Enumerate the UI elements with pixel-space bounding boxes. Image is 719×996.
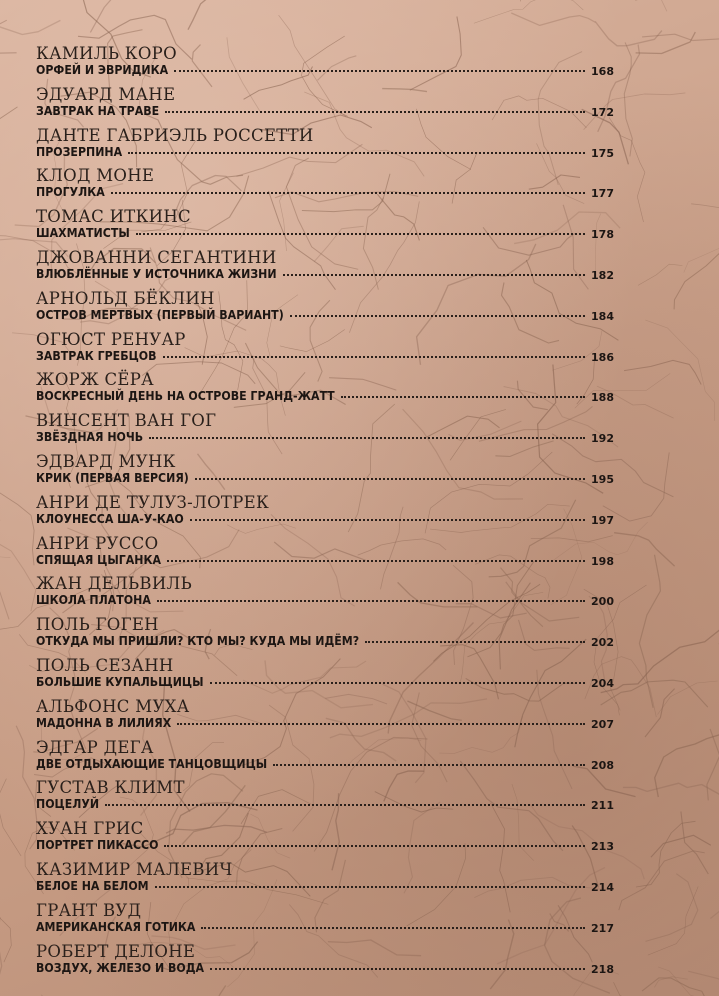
work-line <box>36 104 614 122</box>
dot-leader <box>149 437 585 439</box>
toc-entry[interactable] <box>36 207 614 248</box>
crack-line <box>642 978 719 996</box>
crack-line <box>645 689 675 737</box>
work-line <box>36 675 614 693</box>
artist-name: ОГЮСТ РЕНУАР <box>36 329 186 349</box>
crack-line <box>0 8 60 34</box>
artist-name: ЭДВАРД МУНК <box>36 451 176 471</box>
dot-leader <box>177 723 585 725</box>
artist-name: КАЗИМИР МАЛЕВИЧ <box>36 859 233 879</box>
page-number: 186 <box>591 350 614 364</box>
page-number: 204 <box>591 676 614 690</box>
page-number: 195 <box>591 472 614 486</box>
page-number: 211 <box>591 799 614 813</box>
toc-entry[interactable] <box>36 85 614 126</box>
dot-leader <box>163 356 586 358</box>
work-line <box>36 430 614 448</box>
artist-name: КЛОД МОНЕ <box>36 166 155 186</box>
work-line <box>36 145 614 163</box>
artist-name: ВИНСЕНТ ВАН ГОГ <box>36 411 217 431</box>
toc-entry[interactable] <box>36 411 614 452</box>
dot-leader <box>341 396 585 398</box>
work-line <box>36 389 614 407</box>
artist-name: АНРИ ДЕ ТУЛУЗ-ЛОТРЕК <box>36 492 270 512</box>
work-line <box>36 185 614 203</box>
crack-line <box>16 726 37 849</box>
artist-name: ГРАНТ ВУД <box>36 900 142 920</box>
crack-line <box>624 360 701 384</box>
artist-name: АЛЬФОНС МУХА <box>36 696 190 716</box>
toc-entry[interactable] <box>36 738 614 779</box>
artwork-title: ОСТРОВ МЕРТВЫХ (ПЕРВЫЙ ВАРИАНТ) <box>36 307 284 323</box>
dot-leader <box>190 519 585 521</box>
artist-name: КАМИЛЬ КОРО <box>36 44 177 63</box>
artwork-title: КРИК (ПЕРВАЯ ВЕРСИЯ) <box>36 470 189 486</box>
toc-entry[interactable] <box>36 534 614 575</box>
artist-name: ЭДУАРД МАНЕ <box>36 84 176 104</box>
page-number: 208 <box>591 758 614 772</box>
page-number: 184 <box>591 309 614 323</box>
artist-name: ПОЛЬ ГОГЕН <box>36 615 159 635</box>
crack-line <box>511 13 595 25</box>
artwork-title: ОТКУДА МЫ ПРИШЛИ? КТО МЫ? КУДА МЫ ИДЁМ? <box>36 633 360 649</box>
crack-line <box>614 533 675 566</box>
toc-entry[interactable] <box>36 330 614 371</box>
artist-name: ЖОРЖ СЁРА <box>36 370 154 390</box>
artwork-title: ДВЕ ОТДЫХАЮЩИЕ ТАНЦОВЩИЦЫ <box>36 756 268 772</box>
artwork-title: ПОРТРЕТ ПИКАССО <box>36 837 159 853</box>
crack-line <box>636 821 696 887</box>
page-number: 202 <box>591 636 614 650</box>
dot-leader <box>210 682 586 684</box>
work-line <box>36 471 614 489</box>
toc-entry[interactable] <box>36 697 614 738</box>
crack-line <box>651 835 711 857</box>
artwork-title: ПОЦЕЛУЙ <box>36 796 100 812</box>
work-line <box>36 838 614 856</box>
crack-line <box>188 0 259 30</box>
artist-name: ДЖОВАННИ СЕГАНТИНИ <box>36 247 277 267</box>
dot-leader <box>283 274 585 276</box>
crack-line <box>635 0 675 1</box>
artist-name: ДАНТЕ ГАБРИЭЛЬ РОССЕТТИ <box>36 125 314 145</box>
crack-line <box>0 479 34 566</box>
artwork-title: ВОСКРЕСНЫЙ ДЕНЬ НА ОСТРОВЕ ГРАНД-ЖАТТ <box>36 388 335 404</box>
crack-line <box>471 0 521 1</box>
work-line <box>36 920 614 938</box>
dot-leader <box>165 111 585 113</box>
crack-line <box>474 0 583 23</box>
crack-line <box>707 729 719 801</box>
page-number: 192 <box>591 432 614 446</box>
crack-line <box>595 22 662 46</box>
artwork-title: КЛОУНЕССА ША-У-КАО <box>36 511 184 527</box>
dot-leader <box>128 152 585 154</box>
artist-name: ГУСТАВ КЛИМТ <box>36 778 185 798</box>
toc-entry[interactable] <box>36 126 614 167</box>
page-number: 175 <box>591 146 614 160</box>
crack-line <box>638 264 682 285</box>
crack-line <box>674 243 719 310</box>
crack-line <box>710 885 719 919</box>
dot-leader <box>155 886 585 888</box>
artwork-title: ШАХМАТИСТЫ <box>36 225 130 241</box>
page-number: 197 <box>591 513 614 527</box>
work-line <box>36 349 614 367</box>
crack-line <box>0 102 18 130</box>
crack-line <box>642 34 719 78</box>
toc-entry[interactable] <box>36 901 614 942</box>
crack-line <box>609 117 645 222</box>
work-line <box>36 512 614 530</box>
artist-name: АРНОЛЬД БЁКЛИН <box>36 288 215 308</box>
crack-line <box>0 539 36 612</box>
work-line <box>36 757 614 775</box>
toc-entry[interactable] <box>36 574 614 615</box>
crack-line <box>619 851 705 910</box>
crack-line <box>586 0 667 11</box>
dot-leader <box>105 804 585 806</box>
toc-entry[interactable] <box>36 452 614 493</box>
work-line <box>36 226 614 244</box>
artist-name: ЖАН ДЕЛЬВИЛЬ <box>36 574 193 594</box>
dot-leader <box>195 478 585 480</box>
artwork-title: ШКОЛА ПЛАТОНА <box>36 592 151 608</box>
page-number: 213 <box>591 840 614 854</box>
dot-leader <box>164 845 585 847</box>
work-line <box>36 553 614 571</box>
crack-line <box>681 812 708 875</box>
page-number: 198 <box>591 554 614 568</box>
work-line <box>36 797 614 815</box>
page-number: 188 <box>591 391 614 405</box>
artwork-title: ПРОГУЛКА <box>36 184 105 200</box>
crack-line <box>0 556 10 584</box>
page-number: 214 <box>591 880 614 894</box>
toc-entry[interactable] <box>36 166 614 207</box>
work-line <box>36 716 614 734</box>
table-of-contents <box>36 44 614 982</box>
toc-entry[interactable] <box>36 860 614 901</box>
toc-entry[interactable] <box>36 248 614 289</box>
crack-line <box>688 971 719 996</box>
page-number: 182 <box>591 268 614 282</box>
page-number: 217 <box>591 921 614 935</box>
page-number: 178 <box>591 228 614 242</box>
crack-line <box>0 841 11 962</box>
dot-leader <box>210 968 585 970</box>
dot-leader <box>136 233 585 235</box>
dot-leader <box>201 927 585 929</box>
toc-entry[interactable] <box>36 819 614 860</box>
artwork-title: БЕЛОЕ НА БЕЛОМ <box>36 878 149 894</box>
dot-leader <box>157 600 585 602</box>
crack-line <box>646 874 698 942</box>
page-number: 200 <box>591 595 614 609</box>
work-line <box>36 63 614 81</box>
crack-line <box>648 887 698 956</box>
artist-name: АНРИ РУССО <box>36 533 159 553</box>
dot-leader <box>273 764 585 766</box>
artwork-title: ПРОЗЕРПИНА <box>36 144 123 160</box>
crack-line <box>623 783 719 799</box>
toc-entry[interactable] <box>36 615 614 656</box>
artwork-title: ОРФЕЙ И ЭВРИДИКА <box>36 62 169 78</box>
work-line <box>36 308 614 326</box>
artwork-title: ЗВЁЗДНАЯ НОЧЬ <box>36 429 144 445</box>
page-number: 207 <box>591 717 614 731</box>
crack-line <box>0 917 2 996</box>
crack-line <box>645 320 714 421</box>
toc-entry[interactable] <box>36 289 614 330</box>
crack-line <box>691 204 719 242</box>
work-line <box>36 593 614 611</box>
artwork-title: МАДОННА В ЛИЛИЯХ <box>36 715 172 731</box>
dot-leader <box>111 192 585 194</box>
artwork-title: ВЛЮБЛЁННЫЕ У ИСТОЧНИКА ЖИЗНИ <box>36 266 277 282</box>
artwork-title: ЗАВТРАК ГРЕБЦОВ <box>36 348 157 364</box>
artwork-title: ВОЗДУХ, ЖЕЛЕЗО И ВОДА <box>36 960 205 976</box>
work-line <box>36 961 614 979</box>
crack-line <box>0 779 21 857</box>
dot-leader <box>290 315 585 317</box>
toc-entry[interactable] <box>36 778 614 819</box>
work-line <box>36 634 614 652</box>
artist-name: ЭДГАР ДЕГА <box>36 737 154 757</box>
toc-entry[interactable] <box>36 370 614 411</box>
work-line <box>36 267 614 285</box>
page-number: 218 <box>591 962 614 976</box>
artist-name: РОБЕРТ ДЕЛОНЕ <box>36 941 196 961</box>
toc-entry[interactable] <box>36 44 614 85</box>
toc-entry[interactable] <box>36 656 614 697</box>
dot-leader <box>365 641 585 643</box>
page-number: 168 <box>591 65 614 78</box>
toc-entry[interactable] <box>36 493 614 534</box>
artist-name: ПОЛЬ СЕЗАНН <box>36 655 174 675</box>
page-number: 177 <box>591 187 614 201</box>
artist-name: ХУАН ГРИС <box>36 819 144 839</box>
toc-entry[interactable] <box>36 942 614 983</box>
artist-name: ТОМАС ИТКИНС <box>36 207 191 227</box>
artwork-title: ЗАВТРАК НА ТРАВЕ <box>36 103 160 119</box>
page-number: 172 <box>591 105 614 119</box>
crack-line <box>0 20 7 106</box>
work-line <box>36 879 614 897</box>
dot-leader <box>174 70 585 72</box>
crack-line <box>206 986 226 996</box>
dot-leader <box>167 560 585 562</box>
artwork-title: БОЛЬШИЕ КУПАЛЬЩИЦЫ <box>36 674 204 690</box>
artwork-title: СПЯЩАЯ ЦЫГАНКА <box>36 552 161 568</box>
artwork-title: АМЕРИКАНСКАЯ ГОТИКА <box>36 919 196 935</box>
